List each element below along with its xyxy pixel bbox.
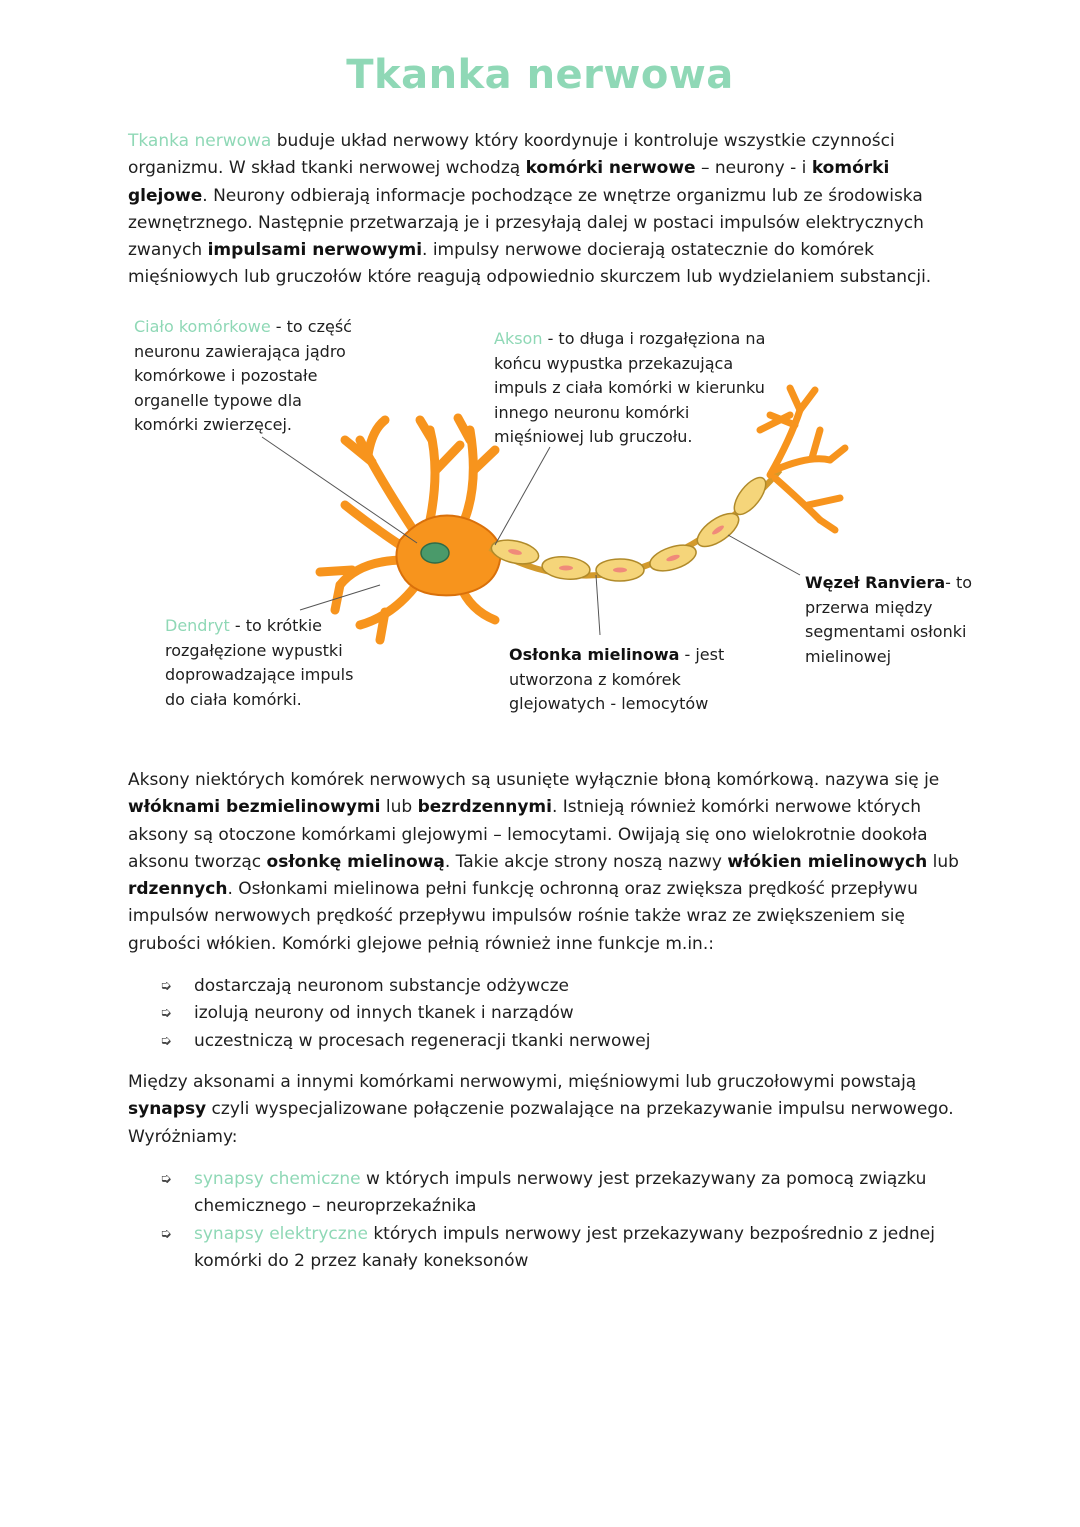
arrow-bullet-icon: ➭: [160, 978, 172, 994]
arrow-bullet-icon: ➭: [160, 1225, 172, 1242]
label-akson: Akson - to długa i rozgałęziona na końcu wypustka przekazująca impuls z ciała komórki w kierunku innego neuronu komórki mięśniowej lub gruczołu.: [494, 329, 766, 446]
list-item: ➭ uczestniczą w procesach regeneracji tkanki nerwowej: [160, 1028, 960, 1055]
label-cialo-komorkowe: Ciało komórkowe - to część neuronu zawierająca jądro komórkowe i pozostałe organelle typowe dla komórki zwierzęcej.: [134, 317, 352, 434]
label-oslonka-mielinowa: Osłonka mielinowa - jest utworzona z komórek glejowatych - lemocytów: [509, 645, 725, 713]
list-item: ➭ synapsy chemiczne w których impuls nerwowy jest przekazywany za pomocą związku chemicznego – neuroprzekaźnika: [160, 1166, 940, 1221]
intro-paragraph: Tkanka nerwowa buduje układ nerwowy który koordynuje i kontroluje wszystkie czynności organizmu. W skład tkanki nerwowej wchodzą komórki nerwowe – neurony - i komórki glejowe. Neurony odbierają informacje pochodzące ze wnętrze organizmu lub ze środowiska zewnętrznego. Następnie przetwarzają je i przesyłają dalej w postaci impulsów elektrycznych zwanych impulsami nerwowymi. impulsy nerwowe docierają ostatecznie do komórek mięśniowych lub gruczołów które reagują odpowiednio skurczem lub wydzielaniem substancji.: [128, 131, 932, 288]
synapse-types-list: [160, 1166, 940, 1275]
arrow-bullet-icon: ➭: [160, 1032, 172, 1049]
list-item: ➭ izolują neurony od innych tkanek i narządów: [160, 1000, 960, 1027]
term-highlight: Tkanka nerwowa: [128, 131, 272, 151]
nucleus: [421, 543, 449, 563]
list-item: ➭ synapsy elektryczne których impuls nerwowy jest przekazywany bezpośrednio z jednej komórki do 2 przez kanały koneksonów: [160, 1221, 940, 1276]
paragraph-myelin: Aksony niektórych komórek nerwowych są usunięte wyłącznie błoną komórkową. nazywa się je włóknami bezmielinowymi lub bezrdzennymi. Istnieją również komórki nerwowe których aksony są otoczone komórkami glejowymi – lemocytami. Owijają się ono wielokrotnie dookoła aksonu tworząc osłonkę mielinową. Takie akcje strony noszą nazwy włókien mielinowych lub rdzennych. Osłonkami mielinowa pełni funkcję ochronną oraz zwiększa prędkość przepływu impulsów nerwowych prędkość przepływu impulsów rośnie także wraz ze zwiększeniem się grubości włókien. Komórki glejowe pełnią również inne funkcje m.in.:: [128, 770, 959, 954]
label-wezel-ranviera: Węzeł Ranviera- to przerwa między segmentami osłonki mielinowej: [805, 573, 973, 666]
label-dendryt: Dendryt - to krótkie rozgałęzione wypustki doprowadzające impuls do ciała komórki.: [165, 616, 354, 709]
arrow-bullet-icon: ➭: [160, 1005, 172, 1022]
page-title: Tkanka nerwowa: [346, 52, 734, 98]
arrow-bullet-icon: ➭: [160, 1171, 172, 1187]
paragraph-synapses: Między aksonami a innymi komórkami nerwowymi, mięśniowymi lub gruczołowymi powstają synapsy czyli wyspecjalizowane połączenie pozwalające na przekazywanie impulsu nerwowego. Wyróżniamy:: [128, 1072, 954, 1147]
list-item: ➭ dostarczają neuronom substancje odżywcze: [160, 973, 960, 1000]
glial-functions-list: [160, 973, 960, 1055]
